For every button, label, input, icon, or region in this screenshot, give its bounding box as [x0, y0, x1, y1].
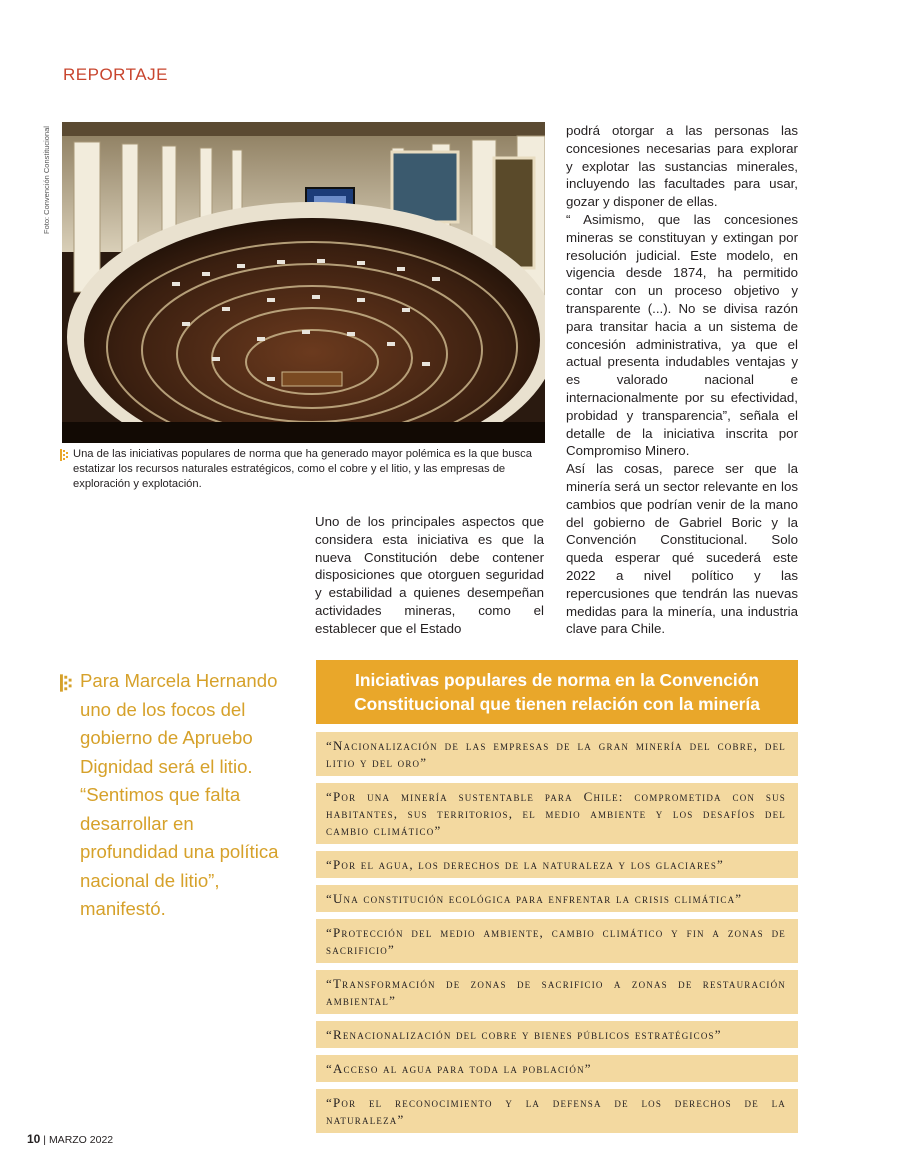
article-column-right: [566, 122, 798, 638]
photo-credit-text: Foto: Convención Constitucional: [42, 126, 51, 234]
article-paragraph: Uno de los principales aspectos que considera esta iniciativa es que la nueva Constitución debe contener disposiciones que otorguen seguridad y estabilidad a quienes desempeñan actividades mineras, como el establecer que el Estado: [315, 514, 544, 636]
article-paragraph: “ Asimismo, que las concesiones mineras se constituyan y extingan por resolución judicial. Este modelo, en vigencia desde 1874, ha permitido contar con un proceso objetivo y transparente (...). No se divisa razón para transitar hacia a un sistema de concesión administrativa, ya que el actual presenta indudables ventajas y es valorado nacional e internacionalmente por su efectividad, probidad y transparencia”, señala el detalle de la iniciativa inscrita por Compromiso Minero.: [566, 211, 798, 459]
initiative-item: “Nacionalización de las empresas de la gran minería del cobre, del litio y del oro”: [316, 732, 798, 776]
initiative-item: “Renacionalización del cobre y bienes públicos estratégicos”: [316, 1021, 798, 1048]
chamber-photo: [62, 122, 545, 443]
initiative-item: “Por una minería sustentable para Chile: comprometida con sus habitantes, sus territorios, el medio ambiente y los desafíos del cambio climático”: [316, 783, 798, 844]
pull-quote-text: Para Marcela Hernando uno de los focos del gobierno de Apruebo Dignidad será el litio. “Sentimos que falta desarrollar en profundidad una política nacional de litio”, manifestó.: [80, 670, 279, 919]
chamber-illustration: [62, 122, 545, 443]
initiative-item: “Por el agua, los derechos de la naturaleza y los glaciares”: [316, 851, 798, 878]
initiative-item: “Una constitución ecológica para enfrentar la crisis climática”: [316, 885, 798, 912]
photo-credit: [42, 124, 56, 234]
article-paragraph: podrá otorgar a las personas las concesiones necesarias para explorar y explotar las sustancias minerales, incluyendo las facultades para usar, gozar y disponer de ellas.: [566, 123, 798, 210]
page-footer: [27, 1132, 113, 1146]
caption-text: Una de las iniciativas populares de norma que ha generado mayor polémica es la que busca estatizar los recursos naturales estratégicos, como el cobre y el litio, y las empresas de exploración y explotación.: [73, 448, 532, 490]
article-paragraph: Así las cosas, parece ser que la minería será un sector relevante en los cambios que podrían venir de la mano del gobierno de Gabriel Boric y la Convención Constitucional. Solo queda esperar qué sucederá este 2022 a nivel político y las repercusiones que tendrán las nuevas medidas para la minería, una industria clave para Chile.: [566, 461, 798, 637]
bullet-marker-icon: [60, 674, 73, 692]
page-number: 10: [27, 1132, 41, 1146]
initiative-item: “Protección del medio ambiente, cambio climático y fin a zonas de sacrificio”: [316, 919, 798, 963]
initiative-item: “Transformación de zonas de sacrificio a zonas de restauración ambiental”: [316, 970, 798, 1014]
initiative-item: “Acceso al agua para toda la población”: [316, 1055, 798, 1082]
article-column-middle: [315, 513, 544, 638]
initiatives-list: [316, 732, 798, 1140]
footer-separator: |: [43, 1134, 47, 1146]
initiative-item: “Por el reconocimiento y la defensa de los derechos de la naturaleza”: [316, 1089, 798, 1133]
section-label: REPORTAJE: [63, 65, 168, 84]
issue-date: MARZO 2022: [48, 1134, 114, 1146]
pull-quote: [60, 667, 290, 924]
bullet-marker-icon: [60, 449, 69, 461]
photo-caption: [60, 447, 548, 492]
initiatives-box-title: Iniciativas populares de norma en la Convención Constitucional que tienen relación con la minería: [316, 660, 798, 724]
